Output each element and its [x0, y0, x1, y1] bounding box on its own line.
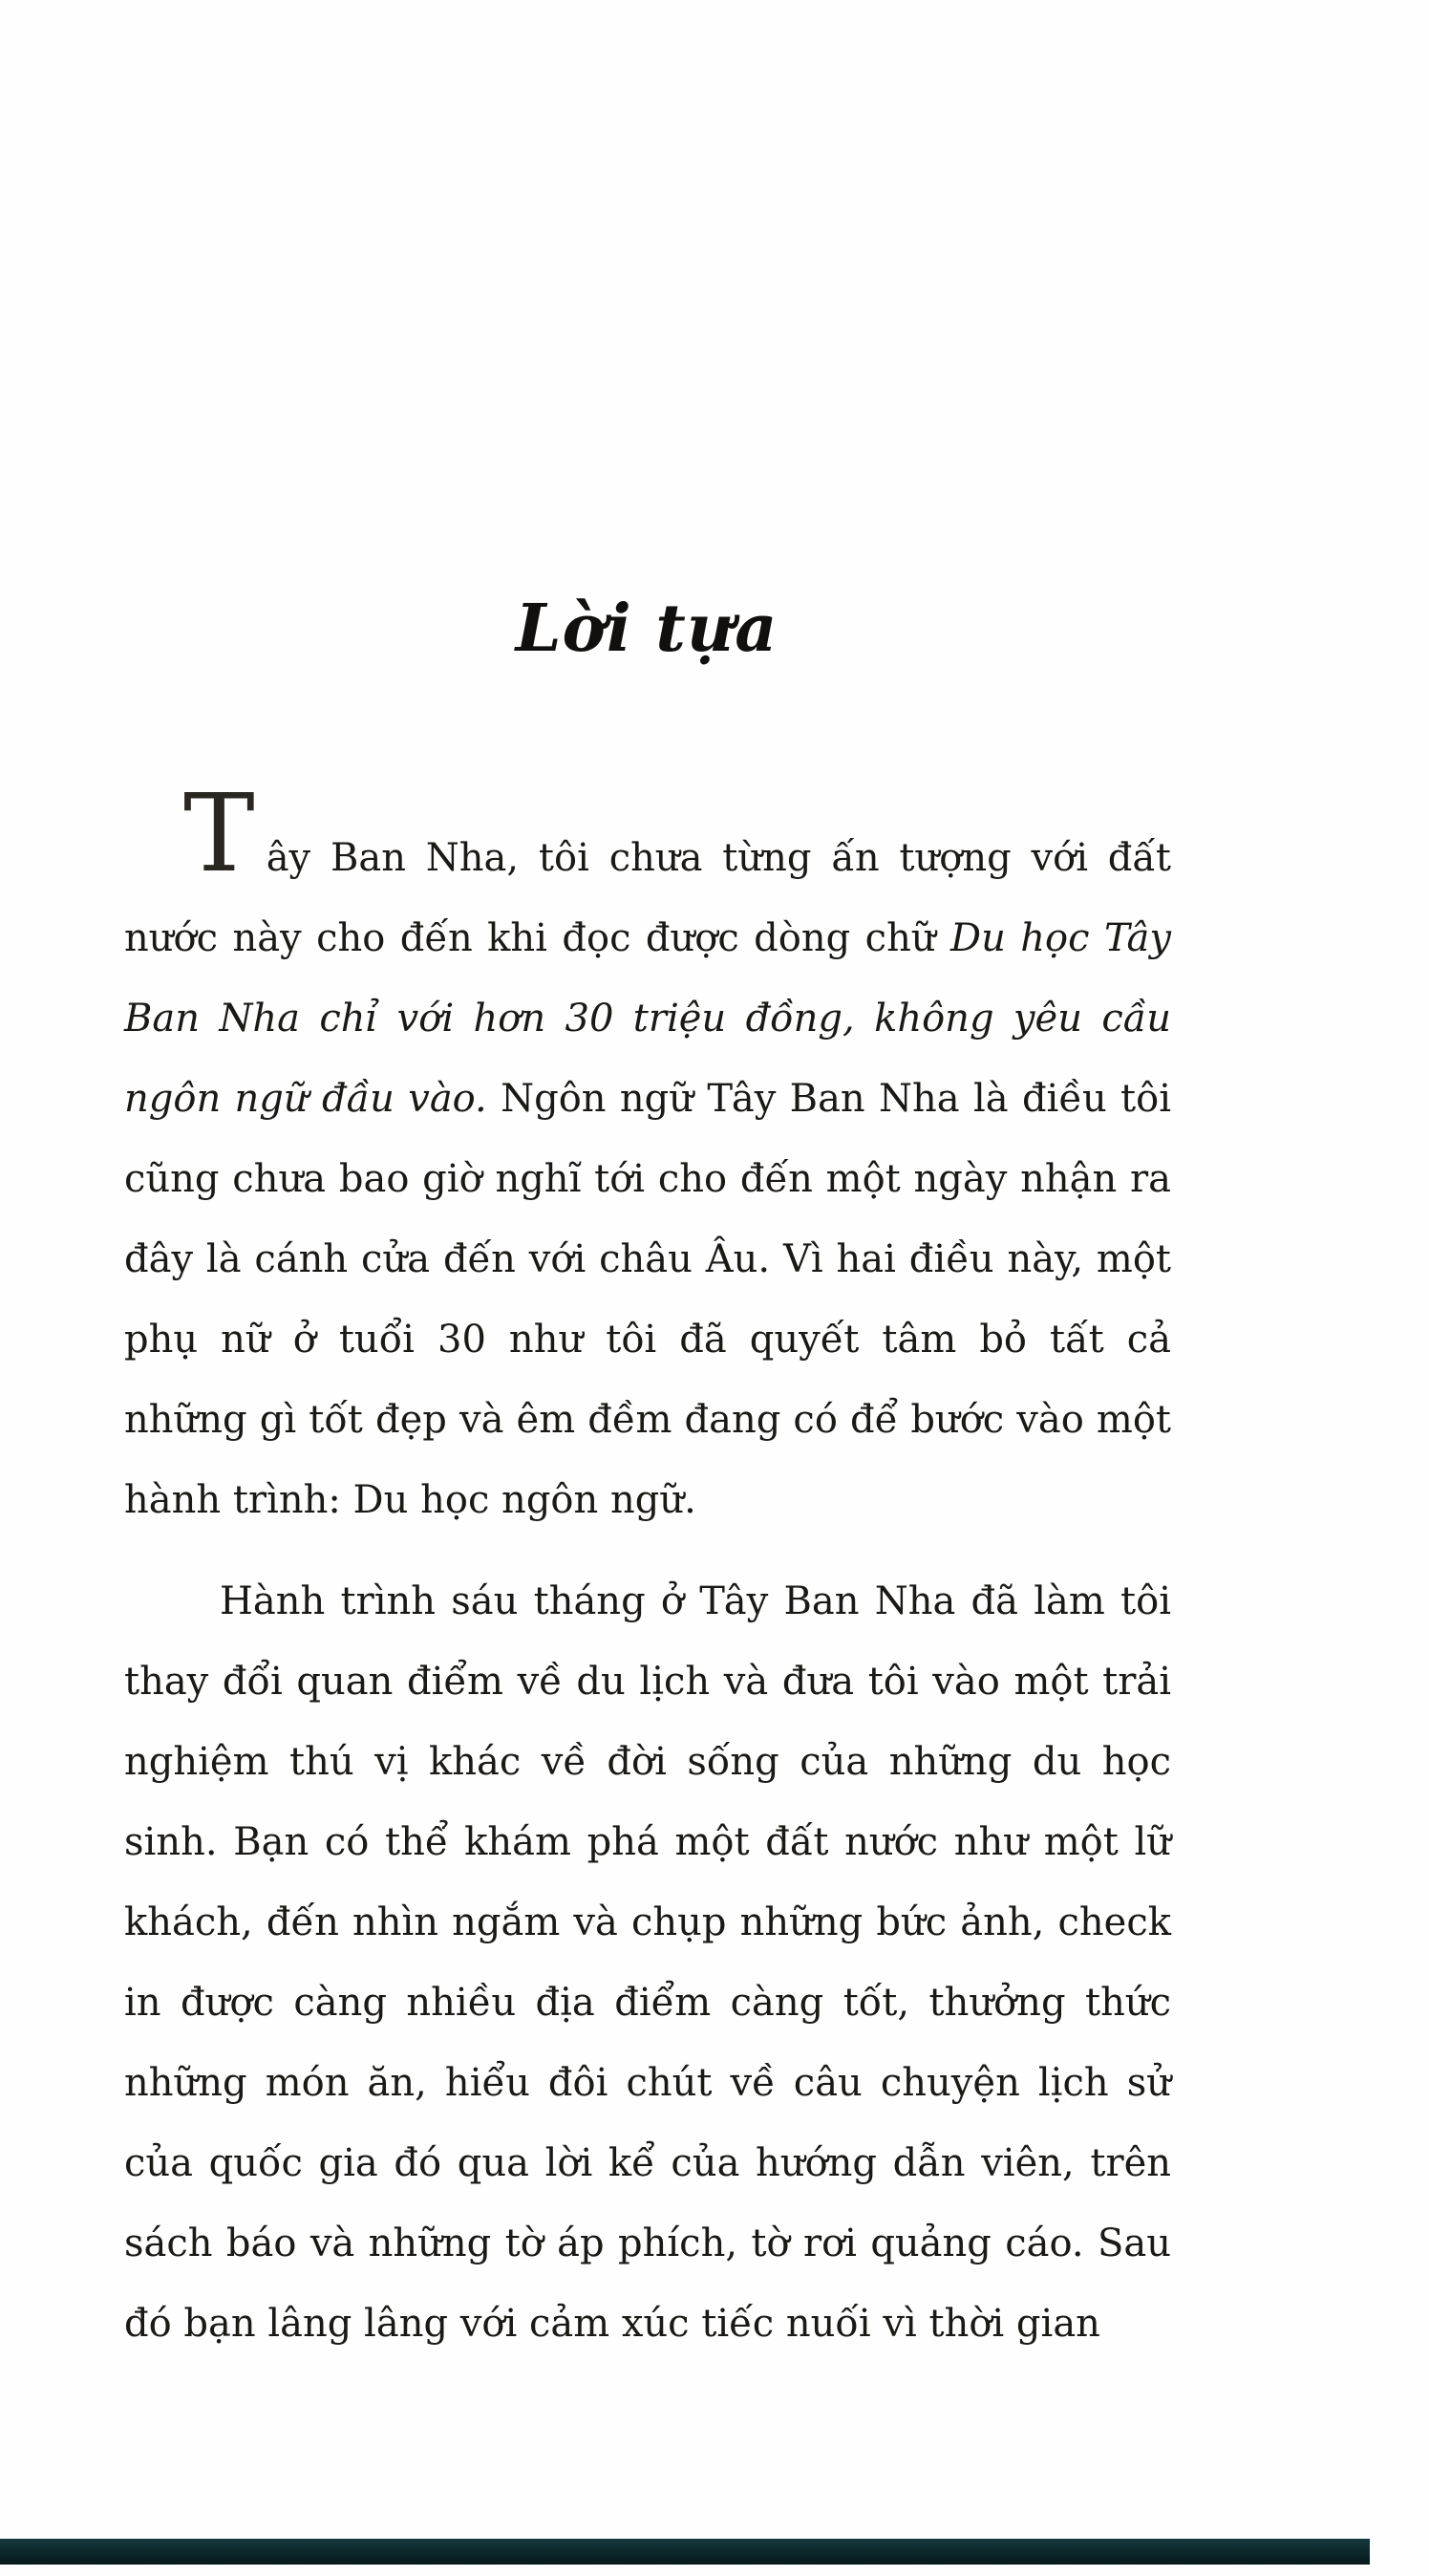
page-body — [124, 772, 1172, 2364]
paragraph — [124, 1561, 1171, 2364]
scan-edge-strip — [0, 2539, 1370, 2565]
dropcap-letter: T — [183, 772, 255, 896]
text-segment-italic: Du học Tây Ban Nha chỉ với hơn 30 triệu đồng, không yêu cầu ngôn ngữ đầu vào. — [124, 916, 1171, 1121]
text-segment-normal: Ngôn ngữ Tây Ban Nha là điều tôi cũng chưa bao giờ nghĩ tới cho đến một ngày nhận ra đây là cánh cửa đến với châu Âu. Vì hai điều này, một phụ nữ ở tuổi 30 như tôi đã quyết tâm bỏ tất cả những gì tốt đẹp và êm đềm đang có để bước vào một hành trình: Du học ngôn ngữ. — [124, 1077, 1172, 1522]
page-title: Lời tựa — [515, 590, 778, 667]
text-segment-normal: ây Ban Nha, tôi chưa từng ấn tượng với đất nước này cho đến khi đọc được dòng chữ — [124, 836, 1171, 960]
text-segment-normal: Hành trình sáu tháng ở Tây Ban Nha đã làm tôi thay đổi quan điểm về du lịch và đưa tôi vào một trải nghiệm thú vị khác về đời sống của những du học sinh. Bạn có thể khám phá một đất nước như một lữ khách, đến nhìn ngắm và chụp những bức ảnh, check in được càng nhiều địa điểm càng tốt, thưởng thức những món ăn, hiểu đôi chút về câu chuyện lịch sử của quốc gia đó qua lời kể của hướng dẫn viên, trên sách báo và những tờ áp phích, tờ rơi quảng cáo. Sau đó bạn lâng lâng với cảm xúc tiếc nuối vì thời gian — [124, 1579, 1171, 2346]
paragraph — [124, 772, 1172, 1540]
